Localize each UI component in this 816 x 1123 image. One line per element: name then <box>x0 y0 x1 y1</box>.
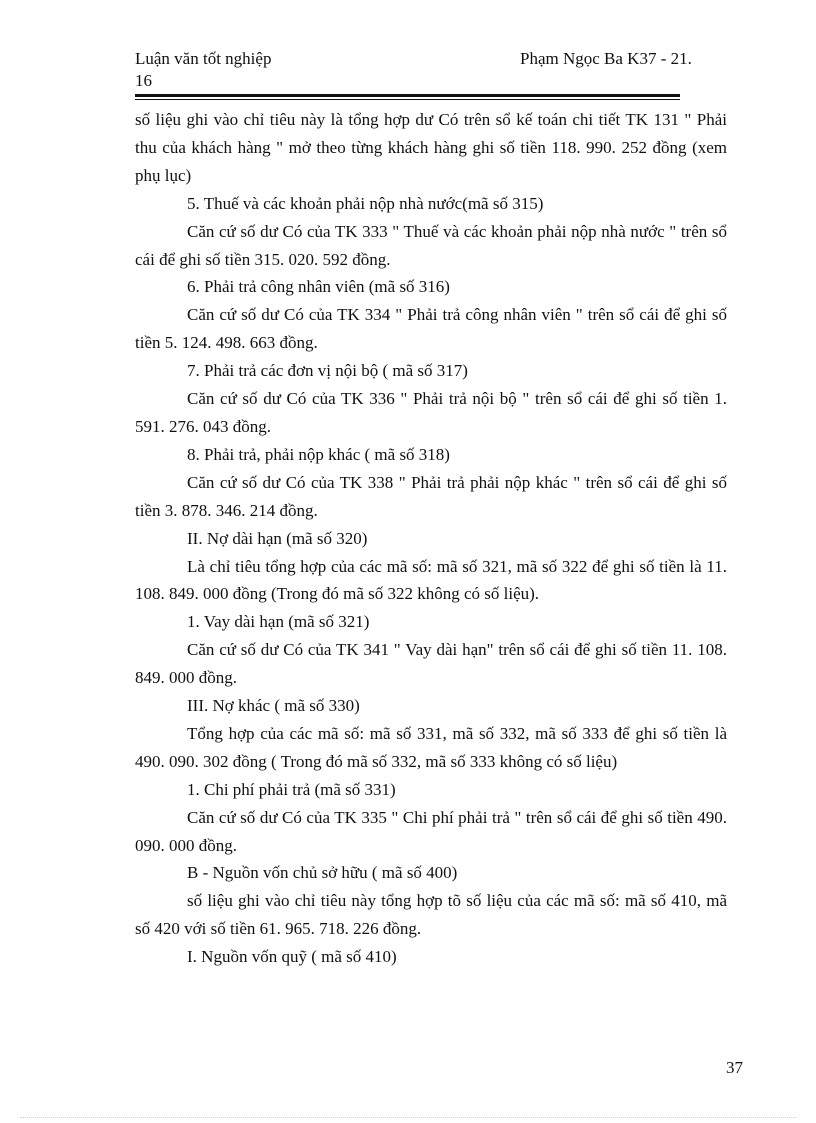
paragraph: Căn cứ số dư Có của TK 334 " Phải trả công nhân viên " trên sổ cái để ghi số tiền 5. 124. 498. 663 đồng. <box>135 305 727 353</box>
header-number: 16 <box>135 71 152 90</box>
section-heading: 1. Vay dài hạn (mã số 321) <box>187 612 370 632</box>
body-text <box>135 106 727 971</box>
header-rule-thin <box>135 99 680 100</box>
paragraph: số liệu ghi vào chỉ tiêu này tổng hợp tõ số liệu của các mã số: mã số 410, mã số 420 với số tiền 61. 965. 718. 226 đồng. <box>135 891 727 939</box>
section-heading: III. Nợ khác ( mã số 330) <box>187 696 360 716</box>
section-heading: 7. Phải trả các đơn vị nội bộ ( mã số 317) <box>187 361 468 381</box>
section-heading: 6. Phải trả công nhân viên (mã số 316) <box>187 277 450 297</box>
section-heading: I. Nguồn vốn quỹ ( mã số 410) <box>187 947 397 967</box>
paragraph: số liệu ghi vào chỉ tiêu này là tổng hợp dư Có trên sổ kế toán chi tiết TK 131 " Phải thu của khách hàng " mở theo từng khách hàng ghi số tiền 118. 990. 252 đồng (xem phụ lục) <box>135 110 727 185</box>
paragraph: Căn cứ số dư Có của TK 335 " Chi phí phải trả " trên sổ cái để ghi số tiền 490. 090. 000 đồng. <box>135 807 727 855</box>
paragraph: Căn cứ số dư Có của TK 338 " Phải trả phải nộp khác " trên sổ cái để ghi số tiền 3. 878. 346. 214 đồng. <box>135 472 727 520</box>
paragraph: Căn cứ số dư Có của TK 341 " Vay dài hạn" trên sổ cái để ghi số tiền 11. 108. 849. 000 đồng. <box>135 640 727 688</box>
section-heading: B - Nguồn vốn chủ sở hữu ( mã số 400) <box>187 863 458 883</box>
section-heading: 5. Thuế và các khoản phải nộp nhà nước(mã số 315) <box>187 193 544 213</box>
header-author: Phạm Ngọc Ba K37 - 21. <box>520 49 692 68</box>
page-number: 37 <box>726 1058 743 1077</box>
header-rule-thick <box>135 94 680 97</box>
section-heading: 1. Chi phí phải trả (mã số 331) <box>187 779 396 799</box>
paragraph: Là chỉ tiêu tổng hợp của các mã số: mã số 321, mã số 322 để ghi số tiền là 11. 108. 849. 000 đồng (Trong đó mã số 322 không có số liệu). <box>135 556 727 604</box>
paragraph: Tổng hợp của các mã số: mã số 331, mã số 332, mã số 333 để ghi số tiền là 490. 090. 302 đồng ( Trong đó mã số 332, mã số 333 không có số liệu) <box>135 723 727 771</box>
paragraph: Căn cứ số dư Có của TK 333 " Thuế và các khoản phải nộp nhà nước " trên sổ cái để ghi số tiền 315. 020. 592 đồng. <box>135 221 727 269</box>
page-edge-dotted-line <box>20 1117 796 1118</box>
section-heading: 8. Phải trả, phải nộp khác ( mã số 318) <box>187 444 450 464</box>
header-thesis-label: Luận văn tốt nghiệp <box>135 49 272 68</box>
section-heading: II. Nợ dài hạn (mã số 320) <box>187 528 368 548</box>
paragraph: Căn cứ số dư Có của TK 336 " Phải trả nội bộ " trên sổ cái để ghi số tiền 1. 591. 276. 043 đồng. <box>135 389 727 436</box>
